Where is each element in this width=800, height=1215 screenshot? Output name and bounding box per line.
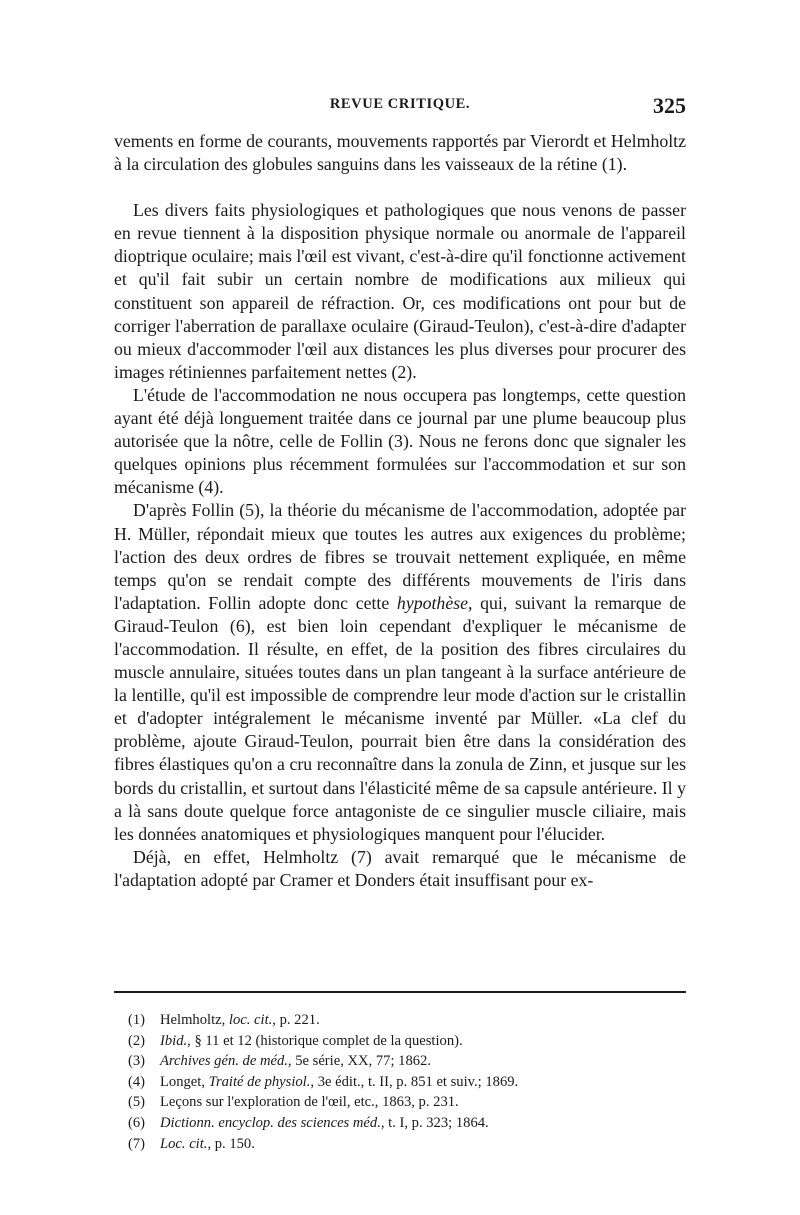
footnote-number: (6)	[128, 1114, 146, 1131]
page-number: 325	[653, 93, 686, 118]
footnote-text	[160, 1010, 320, 1031]
text-run: , p. 221.	[272, 1012, 320, 1028]
footnote-separator	[114, 991, 686, 993]
italic-text: hypothèse	[396, 592, 469, 613]
italic-text: Ibid.	[160, 1032, 188, 1049]
text-run: , 3e édit., t. II, p. 851 et suiv.; 1869.	[310, 1073, 519, 1090]
footnote-number: (3)	[128, 1053, 146, 1070]
italic-text: Traité de physiol.	[208, 1073, 311, 1090]
footnote-number: (1)	[128, 1012, 146, 1028]
text-run: D'après Follin (5), la théorie du mécanisme de l'accommodation, adoptée par H. Müller, répondait mieux que toutes les autres aux exigences du problème; l'action des deux ordres de fibres se trouvait nettement expliquée, en même temps qu'on se rendait compte des différents mouvements de l'iris dans l'adaptation. Follin adopte donc cette	[114, 500, 686, 613]
footnote-number: (4)	[128, 1073, 146, 1090]
text-run: , 5e série, XX, 77; 1862.	[287, 1053, 431, 1070]
footnotes	[128, 1010, 686, 1154]
text-run: L'étude de l'accommodation ne nous occupera pas longtemps, cette question ayant été déjà longuement traitée dans ce journal par une plume beaucoup plus autorisée que la nôtre, celle de Follin (3). Nous ne ferons donc que signaler les quelques opinions plus récemment formulées sur l'accommodation et sur son mécanisme (4).	[114, 384, 686, 498]
text-run: Leçons sur l'exploration de l'œil, etc., 1863, p. 231.	[160, 1094, 459, 1111]
footnote	[128, 1051, 686, 1072]
text-run: , t. I, p. 323; 1864.	[380, 1114, 489, 1131]
text-run: Les divers faits physiologiques et pathologiques que nous venons de passer en revue tiennent à la disposition physique normale ou anormale de l'appareil dioptrique oculaire; mais l'œil est vivant, c'est-à-dire qu'il fonctionne activement et qu'il fait subir un certain nombre de modifications aux milieux qui constituent son appareil de réfraction. Or, ces modifications ont pour but de corriger l'aberration de parallaxe oculaire (Giraud-Teulon), c'est-à-dire d'adapter ou mieux d'accommoder l'œil aux distances les plus diverses pour procurer des images rétiniennes parfaitement nettes (2).	[114, 200, 686, 382]
paragraph	[114, 384, 686, 499]
italic-text: Dictionn. encyclop. des sciences méd.	[160, 1114, 381, 1131]
italic-text: loc. cit.	[228, 1012, 273, 1028]
footnote-number: (7)	[128, 1135, 146, 1152]
text-run: Longet,	[160, 1073, 209, 1090]
text-run: Helmholtz,	[160, 1012, 229, 1028]
text-run: , § 11 et 12 (historique complet de la question).	[187, 1032, 463, 1049]
footnote-text	[160, 1113, 489, 1134]
text-run: vements en forme de courants, mouvements rapportés par Vierordt et Helmholtz à la circulation des globules sanguins dans les vaisseaux de la rétine (1).	[114, 131, 686, 175]
text-run: Déjà, en effet, Helmholtz (7) avait remarqué que le mécanisme de l'adaptation adopté par Cramer et Donders était insuffisant pour ex-	[114, 846, 686, 890]
text-run: , p. 150.	[207, 1135, 255, 1152]
running-header	[114, 93, 686, 120]
footnote-text	[160, 1051, 431, 1072]
footnote	[128, 1010, 686, 1031]
footnote-text	[160, 1031, 463, 1052]
footnote-text	[160, 1134, 255, 1155]
footnote	[128, 1092, 686, 1113]
italic-text: Loc. cit.	[160, 1135, 208, 1152]
footnote-number: (2)	[128, 1032, 146, 1049]
footnote	[128, 1072, 686, 1093]
italic-text: Archives gén. de méd.	[160, 1053, 288, 1070]
footnote	[128, 1031, 686, 1052]
running-title: REVUE CRITIQUE.	[329, 96, 471, 112]
paragraph	[114, 499, 686, 845]
text-run: , qui, suivant la remarque de Giraud-Teulon (6), est bien loin cependant d'expliquer le mécanisme de l'accommodation. Il résulte, en effet, de la position des fibres circulaires du muscle annulaire, situées toutes dans un plan tangeant à la surface antérieure de la lentille, qu'il est impossible de comprendre leur mode d'action sur le cristallin et d'adopter intégralement le mécanisme inventé par Müller. «La clef du problème, ajoute Giraud-Teulon, pourrait bien être dans la considération des fibres élastiques qu'on a cru reconnaître dans la zonula de Zinn, et jusque sur les bords du cristallin, et surtout dans l'élasticité même de sa capsule antérieure. Il y a là sans doute quelque force antagoniste de ce singulier muscle ciliaire, mais les données anatomiques et physiologiques manquent pour l'élucider.	[114, 592, 687, 844]
footnote	[128, 1134, 686, 1155]
footnote-text	[160, 1092, 459, 1113]
footnote	[128, 1113, 686, 1134]
paragraph	[114, 130, 686, 176]
paragraph	[114, 199, 686, 384]
paragraph	[114, 846, 686, 892]
body-text	[114, 130, 686, 892]
footnote-number: (5)	[128, 1094, 146, 1111]
footnote-text	[160, 1072, 518, 1093]
